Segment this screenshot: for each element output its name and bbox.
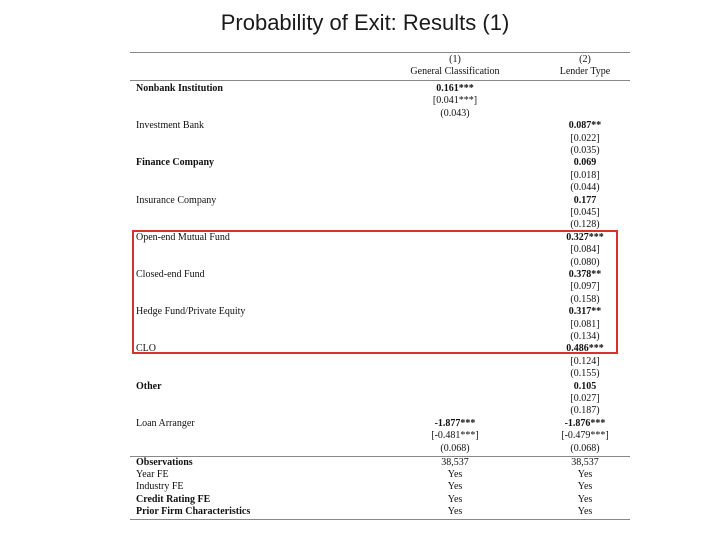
- col2-value: 0.105: [573, 380, 597, 392]
- table-row: [130, 120, 630, 132]
- col2-value: Yes: [577, 469, 593, 481]
- col2-value: [0.018]: [570, 169, 600, 181]
- table-row: [130, 443, 630, 455]
- col2-value: -1.876***: [564, 417, 606, 429]
- col2-value: [0.097]: [570, 281, 600, 293]
- col1-value: Yes: [447, 481, 463, 493]
- stats-row: [130, 506, 630, 518]
- col1-value: (0.043): [440, 107, 470, 119]
- table-row: [130, 170, 630, 182]
- stat-label: Observations: [136, 457, 193, 468]
- table-row: [130, 145, 630, 157]
- col1-value: (0.068): [440, 442, 470, 454]
- col1-value: -1.877***: [434, 417, 476, 429]
- col2-name: Lender Type: [559, 66, 611, 77]
- col1-number: (1): [449, 54, 461, 65]
- table-row: [130, 83, 630, 95]
- row-label: Loan Arranger: [136, 417, 195, 429]
- col1-value: [-0.481***]: [431, 430, 479, 442]
- stats-row: [130, 469, 630, 481]
- col2-value: Yes: [577, 481, 593, 493]
- col1-value: 0.161***: [436, 83, 474, 94]
- row-label: Nonbank Institution: [136, 83, 223, 94]
- table-row: [130, 207, 630, 219]
- stat-label: Credit Rating FE: [136, 493, 211, 505]
- table-row: [130, 95, 630, 107]
- stat-label: Prior Firm Characteristics: [136, 505, 251, 517]
- row-label: Investment Bank: [136, 120, 205, 132]
- col2-value: (0.128): [570, 219, 600, 231]
- row-label: CLO: [136, 343, 156, 355]
- table-row: [130, 356, 630, 368]
- row-label: Open-end Mutual Fund: [136, 231, 230, 243]
- col2-value: (0.158): [570, 293, 600, 305]
- row-label: Insurance Company: [136, 194, 217, 206]
- table-row: [130, 381, 630, 393]
- col1-value: [0.041***]: [432, 95, 478, 107]
- table-row: [130, 368, 630, 380]
- col2-value: (0.044): [570, 182, 600, 194]
- col2-value: (0.134): [570, 331, 600, 342]
- col2-value: 0.317**: [568, 306, 602, 318]
- col2-value: (0.155): [570, 368, 600, 380]
- table-row: [130, 157, 630, 169]
- bottom-rule: [130, 519, 630, 520]
- col2-value: [0.081]: [570, 318, 600, 330]
- col2-value: Yes: [577, 493, 593, 505]
- col2-number: (2): [579, 54, 591, 65]
- col2-value: [0.084]: [570, 244, 600, 256]
- highlight-box: [132, 230, 618, 354]
- slide-title: Probability of Exit: Results (1): [220, 10, 510, 35]
- top-rule: [130, 52, 630, 53]
- col2-value: [0.027]: [570, 393, 600, 404]
- col2-value: 0.327***: [566, 231, 604, 243]
- col2-value: [0.124]: [570, 355, 600, 367]
- col2-value: [0.022]: [570, 132, 600, 144]
- table-row: [130, 108, 630, 120]
- table-row: [130, 418, 630, 430]
- table-header: [130, 54, 630, 80]
- table-row: [130, 195, 630, 207]
- stats-row: [130, 457, 630, 469]
- row-label: Closed-end Fund: [136, 269, 205, 280]
- row-label: Finance Company: [136, 157, 215, 169]
- col2-value: [-0.479***]: [561, 430, 609, 442]
- stats-row: [130, 481, 630, 493]
- col2-value: 0.177: [573, 194, 597, 206]
- stat-label: Year FE: [136, 469, 169, 481]
- table-row: [130, 133, 630, 145]
- col2-value: 0.378**: [568, 269, 602, 280]
- col2-value: 0.069: [573, 157, 597, 169]
- col1-value: Yes: [447, 493, 463, 505]
- col2-value: [0.045]: [570, 207, 600, 218]
- col2-value: Yes: [577, 505, 593, 517]
- col2-value: 0.486***: [566, 343, 604, 355]
- col2-value: (0.080): [570, 256, 600, 268]
- table-row: [130, 182, 630, 194]
- table-row: [130, 393, 630, 405]
- col2-value: 0.087**: [568, 120, 602, 132]
- stats-row: [130, 494, 630, 506]
- col2-value: (0.035): [570, 145, 600, 156]
- col2-value: (0.068): [570, 442, 600, 454]
- stat-label: Industry FE: [136, 481, 184, 493]
- table-row: [130, 430, 630, 442]
- col2-value: (0.187): [570, 405, 600, 417]
- col1-name: General Classification: [410, 66, 500, 77]
- row-label: Other: [136, 380, 162, 392]
- header-rule: [130, 80, 630, 81]
- col1-value: Yes: [447, 469, 463, 481]
- col1-value: Yes: [447, 505, 463, 517]
- col1-value: 38,537: [441, 457, 469, 468]
- table-row: [130, 405, 630, 417]
- col2-value: 38,537: [571, 457, 599, 468]
- row-label: Hedge Fund/Private Equity: [136, 306, 246, 318]
